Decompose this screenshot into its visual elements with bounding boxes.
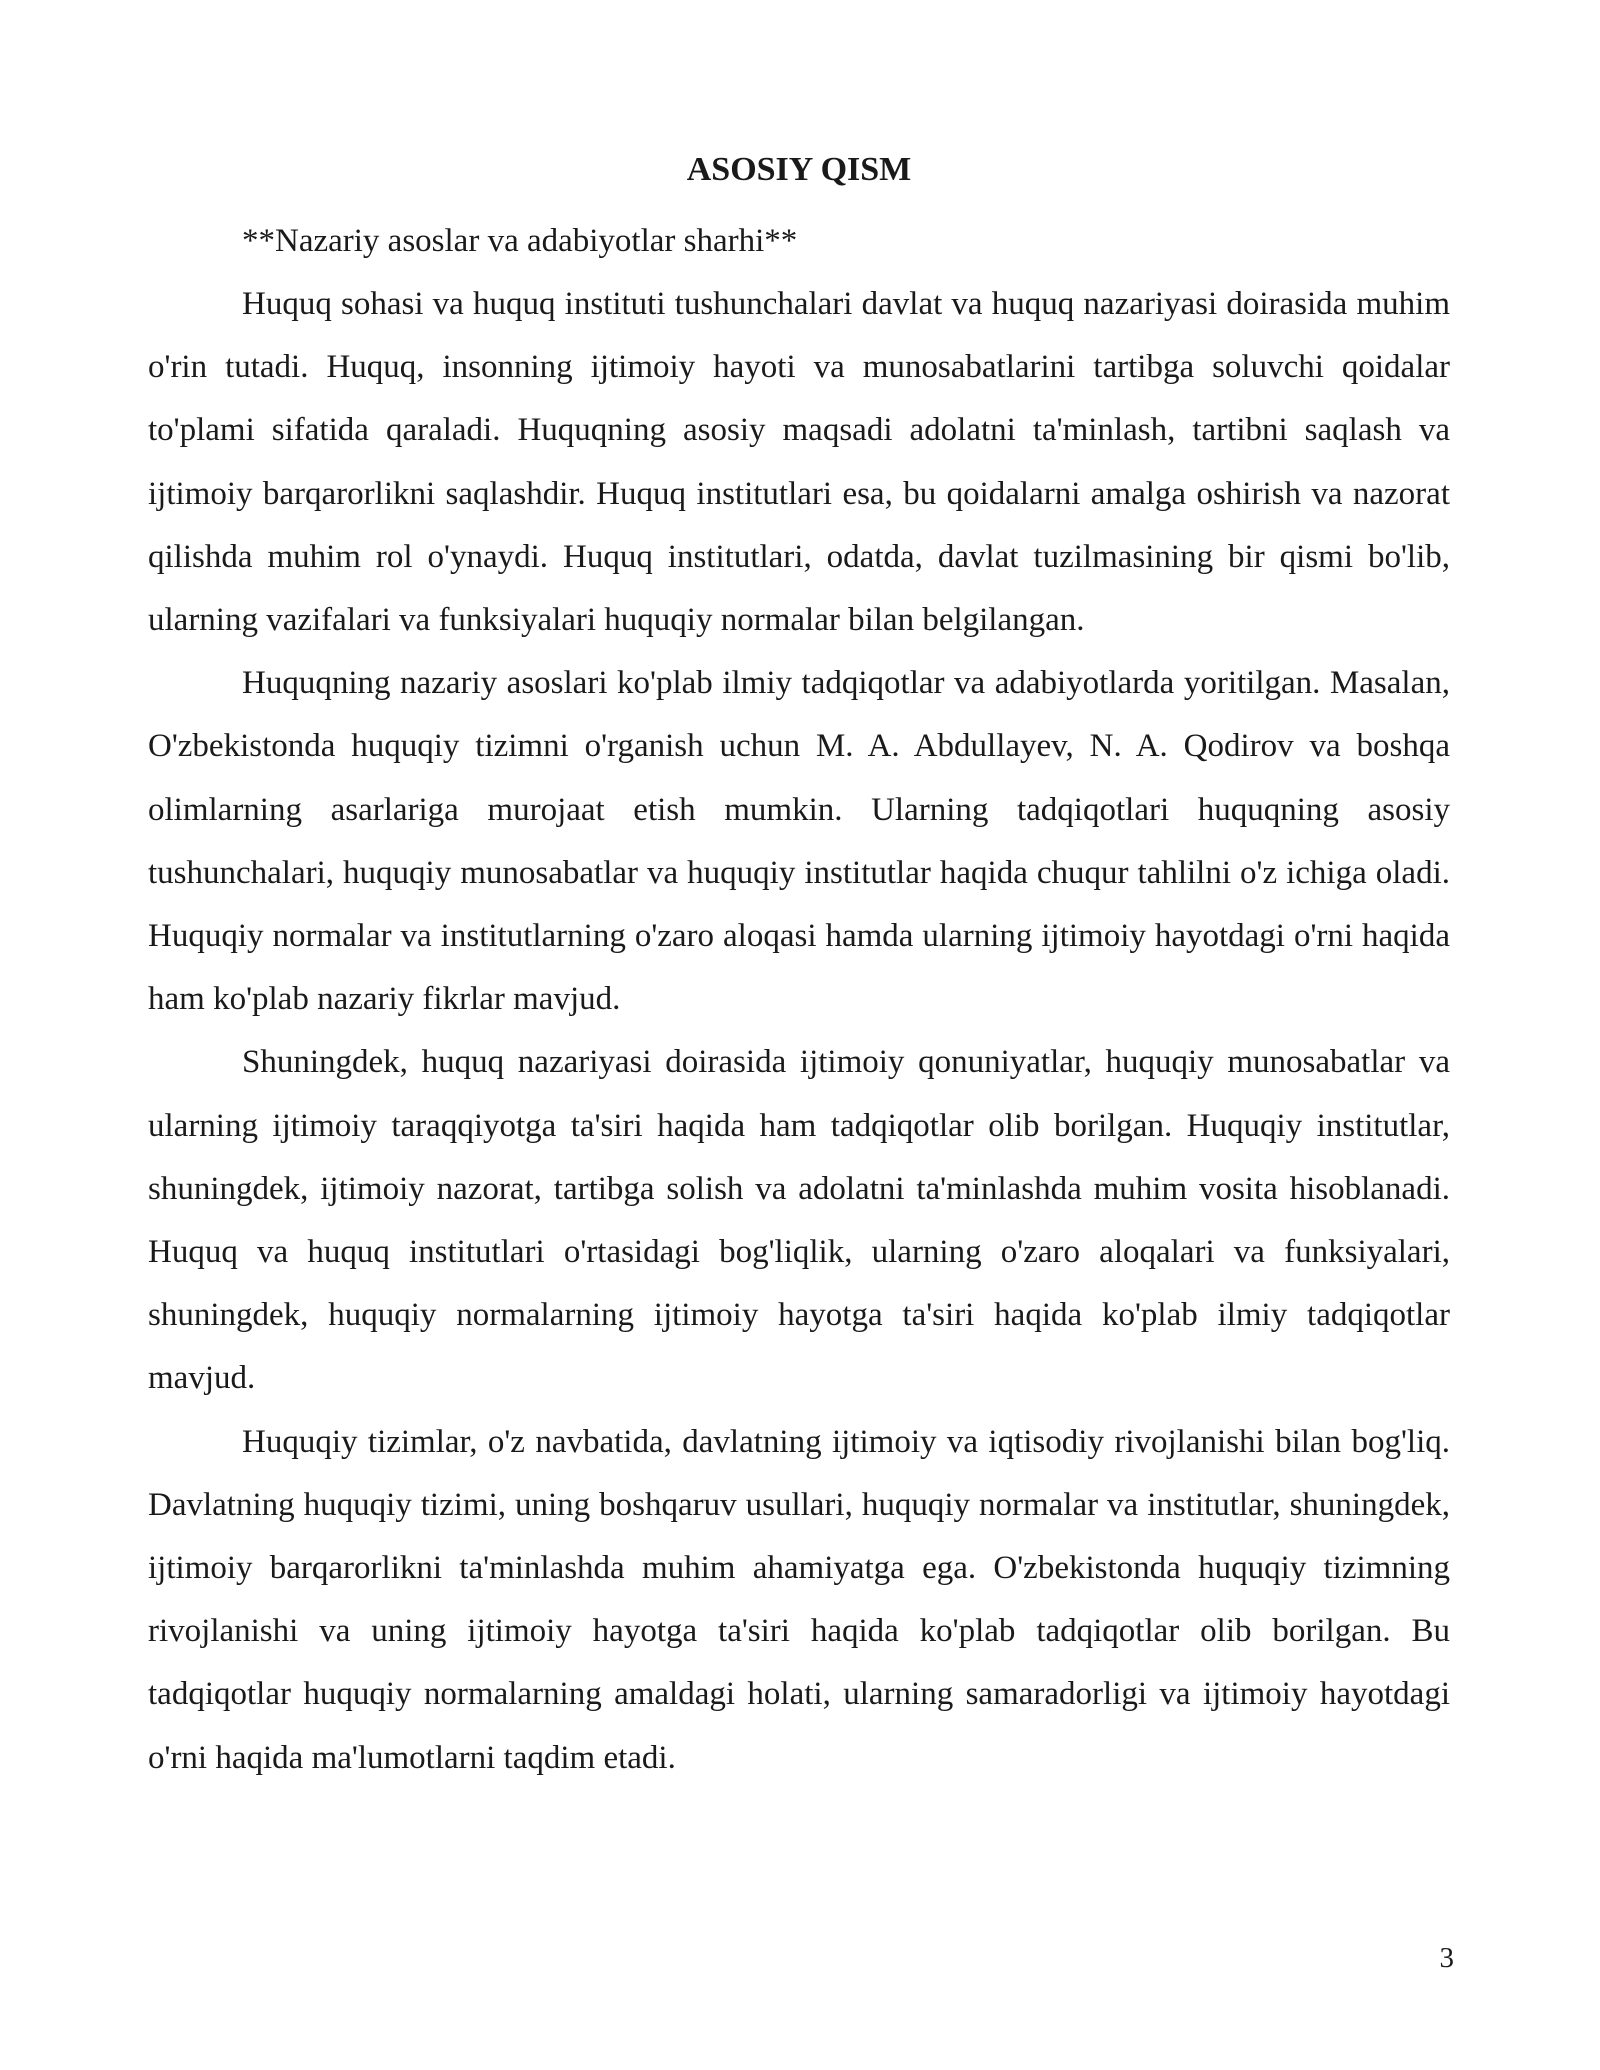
document-page (148, 148, 1450, 1790)
subsection-heading: **Nazariy asoslar va adabiyotlar sharhi** (242, 223, 798, 259)
body-paragraph-1: Huquq sohasi va huquq instituti tushunchalari davlat va huquq nazariyasi doirasida muhim o'rin tutadi. Huquq, insonning ijtimoiy hayoti va munosabatlarini tartibga soluvchi qoidalar to'plami sifatida qaraladi. Huquqning asosiy maqsadi adolatni ta'minlash, tartibni saqlash va ijtimoiy barqarorlikni saqlashdir. Huquq institutlari esa, bu qoidalarni amalga oshirish va nazorat qilishda muhim rol o'ynaydi. Huquq institutlari, odatda, davlat tuzilmasining bir qismi bo'lib, ularning vazifalari va funksiyalari huquqiy normalar bilan belgilangan. (148, 286, 1450, 639)
body-paragraph-2: Huquqning nazariy asoslari ko'plab ilmiy tadqiqotlar va adabiyotlarda yoritilgan. Masalan, O'zbekistonda huquqiy tizimni o'rganish uchun M. A. Abdullayev, N. A. Qodirov va boshqa olimlarning asarlariga murojaat etish mumkin. Ularning tadqiqotlari huquqning asosiy tushunchalari, huquqiy munosabatlar va huquqiy institutlar haqida chuqur tahlilni o'z ichiga oladi. Huquqiy normalar va institutlarning o'zaro aloqasi hamda ularning ijtimoiy hayotdagi o'rni haqida ham ko'plab nazariy fikrlar mavjud. (148, 665, 1450, 1018)
page-number: 3 (1439, 1942, 1454, 1974)
section-heading: ASOSIY QISM (686, 151, 912, 188)
body-paragraph-4: Huquqiy tizimlar, o'z navbatida, davlatning ijtimoiy va iqtisodiy rivojlanishi bilan bog'liq. Davlatning huquqiy tizimi, uning boshqaruv usullari, huquqiy normalar va institutlar, shuningdek, ijtimoiy barqarorlikni ta'minlashda muhim ahamiyatga ega. O'zbekistonda huquqiy tizimning rivojlanishi va uning ijtimoiy hayotga ta'siri haqida ko'plab tadqiqotlar olib borilgan. Bu tadqiqotlar huquqiy normalarning amaldagi holati, ularning samaradorligi va ijtimoiy hayotdagi o'rni haqida ma'lumotlarni taqdim etadi. (148, 1423, 1450, 1776)
body-paragraph-3: Shuningdek, huquq nazariyasi doirasida ijtimoiy qonuniyatlar, huquqiy munosabatlar va ularning ijtimoiy taraqqiyotga ta'siri haqida ham tadqiqotlar olib borilgan. Huquqiy institutlar, shuningdek, ijtimoiy nazorat, tartibga solish va adolatni ta'minlashda muhim vosita hisoblanadi. Huquq va huquq institutlari o'rtasidagi bog'liqlik, ularning o'zaro aloqalari va funksiyalari, shuningdek, huquqiy normalarning ijtimoiy hayotga ta'siri haqida ko'plab ilmiy tadqiqotlar mavjud. (148, 1044, 1450, 1397)
